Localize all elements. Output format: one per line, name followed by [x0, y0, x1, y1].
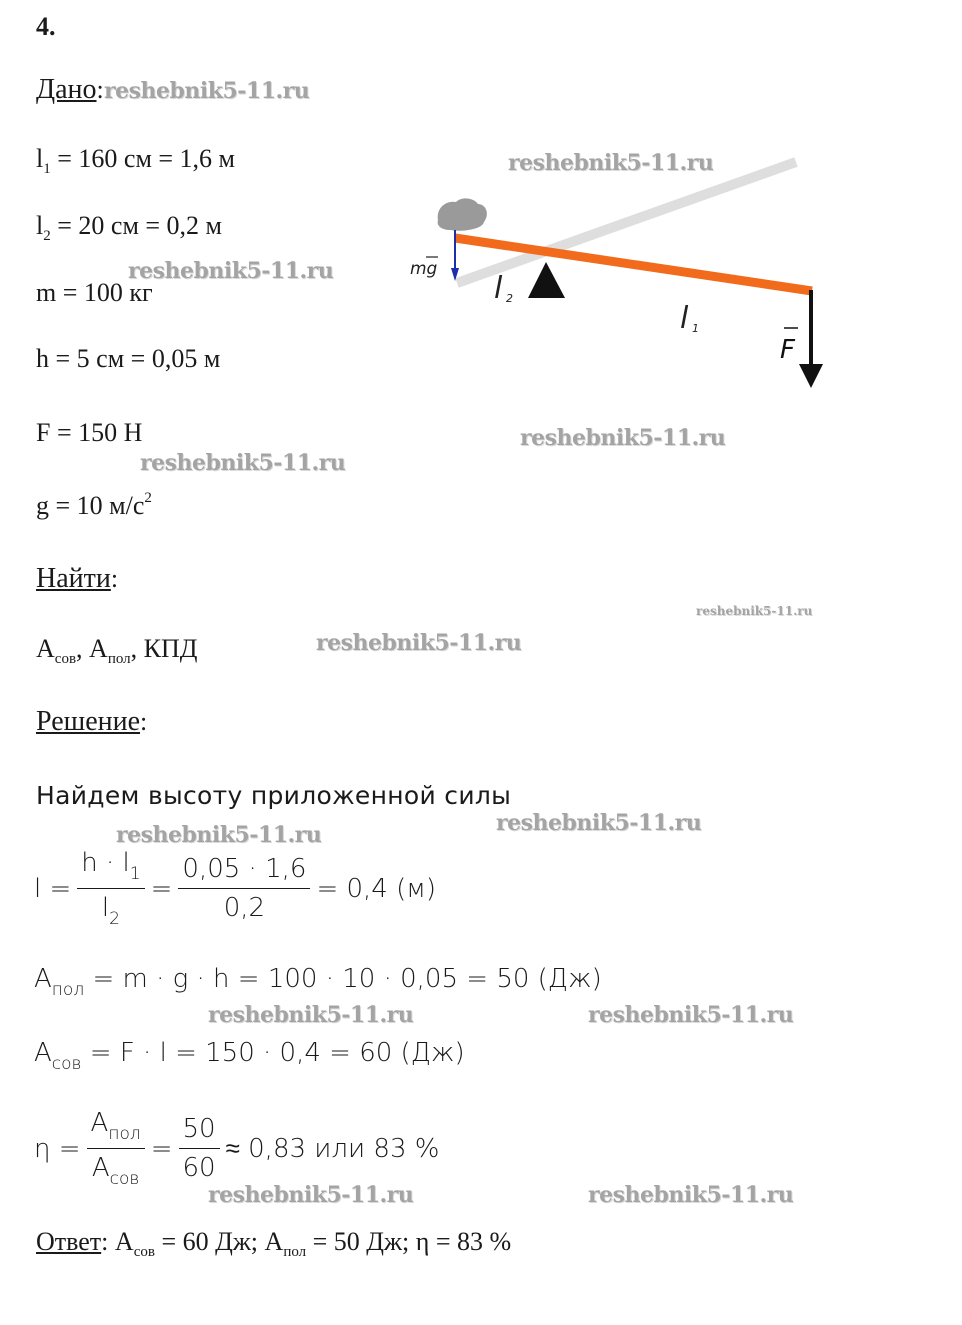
- watermark: reshebnik5-11.ru: [208, 1182, 414, 1208]
- l1-subscript: 1: [43, 161, 51, 177]
- eq4-den-sub: сов: [109, 1169, 140, 1189]
- watermark: reshebnik5-11.ru: [696, 604, 813, 618]
- given-l2: [36, 211, 222, 245]
- watermark: reshebnik5-11.ru: [116, 822, 322, 848]
- watermark: reshebnik5-11.ru: [508, 150, 714, 176]
- load-stone-icon: [438, 198, 487, 230]
- eq3-lhs: А: [34, 1038, 52, 1068]
- watermark: reshebnik5-11.ru: [520, 425, 726, 451]
- watermark: reshebnik5-11.ru: [104, 78, 310, 104]
- g-value: g = 10 м/с: [36, 491, 145, 520]
- l2-subscript: 2: [43, 228, 51, 244]
- equation-total-work: [34, 1038, 465, 1074]
- watermark: reshebnik5-11.ru: [128, 258, 334, 284]
- a-sov-subscript: сов: [54, 651, 77, 667]
- a-sov-symbol: А: [36, 634, 55, 663]
- given-h: h = 5 см = 0,05 м: [36, 344, 221, 373]
- eq1-den-sub: 2: [109, 909, 120, 929]
- eq4-den2: 60: [182, 1153, 216, 1183]
- eq1-num: h · l: [81, 848, 130, 878]
- label-l2-subscript: 2: [506, 292, 513, 305]
- answer-header: Ответ: [36, 1227, 102, 1256]
- eq4-fraction-1: [87, 1108, 145, 1189]
- label-l1-subscript: 1: [692, 322, 699, 335]
- find-header: Найти: [36, 563, 111, 594]
- label-F: F: [780, 335, 795, 365]
- given-g: [36, 490, 152, 521]
- answer-a-sov: А: [108, 1227, 134, 1256]
- a-pol-symbol: А: [89, 634, 108, 663]
- watermark: reshebnik5-11.ru: [208, 1002, 414, 1028]
- l2-symbol: l: [36, 211, 44, 240]
- find-quantities: [36, 634, 198, 668]
- label-l2: l: [494, 271, 503, 306]
- find-rest: , КПД: [130, 634, 198, 663]
- answer-line: [36, 1227, 511, 1261]
- watermark: reshebnik5-11.ru: [316, 630, 522, 656]
- eq4-lhs: η =: [34, 1133, 81, 1164]
- eq1-num2: 0,05 · 1,6: [178, 854, 310, 889]
- given-m: m = 100 кг: [36, 278, 153, 307]
- given-header: Дано: [36, 74, 97, 105]
- label-l1: l: [680, 301, 689, 336]
- given-l1: [36, 144, 235, 178]
- given-colon: :: [96, 75, 104, 104]
- eq1-den2: 0,2: [223, 893, 266, 923]
- watermark: reshebnik5-11.ru: [496, 810, 702, 836]
- watermark: reshebnik5-11.ru: [140, 450, 346, 476]
- eq4-result: ≈ 0,83 или 83 %: [225, 1134, 440, 1164]
- solution-intro: Найдем высоту приложенной силы: [36, 781, 512, 810]
- find-separator: ,: [76, 634, 90, 663]
- lever-diagram: [400, 150, 840, 400]
- force-arrow-head: [799, 364, 823, 388]
- eq1-lhs: l =: [34, 873, 72, 904]
- eq3-lhs-sub: сов: [51, 1054, 82, 1074]
- l1-symbol: l: [36, 144, 44, 173]
- find-header-line: [36, 563, 118, 595]
- eq4-fraction-2: [179, 1114, 220, 1183]
- eq4-den: А: [91, 1153, 110, 1183]
- l2-value: = 20 см = 0,2 м: [50, 211, 223, 240]
- problem-number: 4.: [36, 12, 56, 41]
- eq4-num: А: [90, 1108, 109, 1138]
- eq4-num2: 50: [179, 1114, 220, 1149]
- eq1-num-sub: 1: [129, 864, 141, 884]
- eq4-num-sub: пол: [108, 1124, 141, 1144]
- given-F: F = 150 Н: [36, 418, 143, 447]
- fulcrum-triangle-icon: [528, 262, 565, 298]
- watermark: reshebnik5-11.ru: [588, 1002, 794, 1028]
- given-header-line: [36, 74, 104, 106]
- l1-value: = 160 см = 1,6 м: [50, 144, 236, 173]
- solution-colon: :: [140, 707, 148, 736]
- watermark: reshebnik5-11.ru: [588, 1182, 794, 1208]
- eq1-result: = 0,4 (м): [316, 873, 437, 904]
- equation-useful-work: [34, 964, 602, 1000]
- a-pol-subscript: пол: [107, 651, 131, 667]
- answer-efficiency: = 50 Дж; η = 83 %: [306, 1227, 512, 1256]
- eq1-fraction-1: [77, 848, 144, 929]
- eq2-lhs-sub: пол: [51, 980, 85, 1000]
- eq1-den: l: [101, 893, 110, 923]
- answer-a-pol-sub: пол: [283, 1244, 307, 1260]
- equation-efficiency: [34, 1108, 440, 1189]
- eq1-fraction-2: [178, 854, 310, 923]
- g-superscript: 2: [144, 490, 152, 506]
- answer-colon: :: [101, 1227, 109, 1256]
- answer-a-sov-sub: сов: [133, 1244, 155, 1260]
- eq2-rest: = m · g · h = 100 · 10 · 0,05 = 50 (Дж): [84, 964, 602, 994]
- label-mg: mg: [410, 259, 438, 279]
- eq2-lhs: А: [34, 964, 52, 994]
- equation-length: [34, 848, 436, 929]
- answer-a-pol: = 60 Дж; А: [154, 1227, 284, 1256]
- eq3-rest: = F · l = 150 · 0,4 = 60 (Дж): [81, 1038, 465, 1068]
- solution-header-line: [36, 706, 147, 738]
- find-colon: :: [110, 564, 119, 593]
- eq4-equals: =: [150, 1133, 173, 1164]
- eq1-equals: =: [150, 873, 173, 904]
- solution-header: Решение: [36, 706, 141, 737]
